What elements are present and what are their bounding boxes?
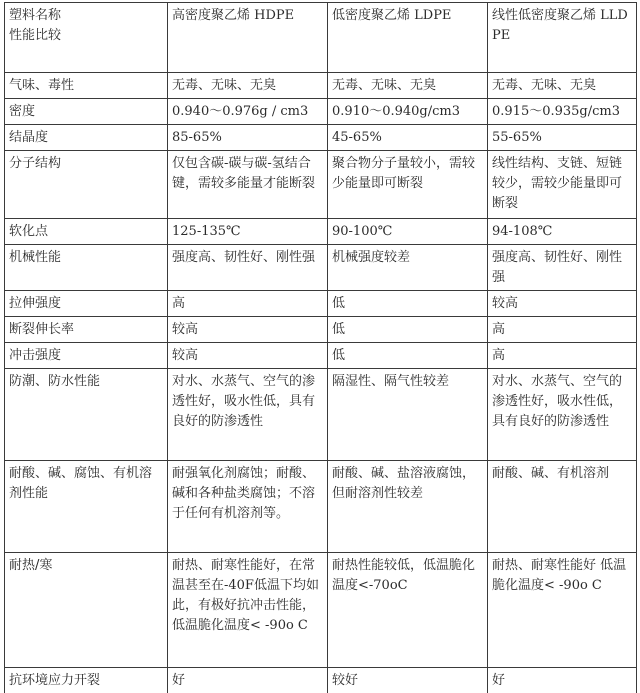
table-row (5, 343, 637, 369)
row-lldpe-value: 耐热、耐寒性能好 低温脆化温度< -90o C (488, 553, 637, 668)
row-ldpe-value: 低 (328, 291, 488, 317)
row-ldpe-value: 低 (328, 317, 488, 343)
row-property: 冲击强度 (5, 343, 168, 369)
row-property: 机械性能 (5, 245, 168, 291)
row-property: 耐酸、碱、腐蚀、有机溶剂性能 (5, 461, 168, 553)
table-row (5, 369, 637, 461)
row-hdpe-value: 高 (168, 291, 328, 317)
header-corner-line-2: 性能比较 (9, 26, 163, 46)
table-row (5, 668, 637, 693)
header-hdpe-label: 高密度聚乙烯 HDPE (172, 6, 323, 26)
row-property: 拉伸强度 (5, 291, 168, 317)
row-lldpe-value: 55-65% (488, 125, 637, 151)
table-row (5, 125, 637, 151)
row-ldpe-value: 低 (328, 343, 488, 369)
row-property: 密度 (5, 99, 168, 125)
row-hdpe-value: 强度高、韧性好、刚性强 (168, 245, 328, 291)
row-lldpe-value: 强度高、韧性好、刚性强 (488, 245, 637, 291)
row-hdpe-value: 较高 (168, 343, 328, 369)
table-row (5, 553, 637, 668)
row-lldpe-value: 线性结构、支链、短链较少，需较少能量即可断裂 (488, 151, 637, 219)
row-hdpe-value: 125-135℃ (168, 219, 328, 245)
row-property: 断裂伸长率 (5, 317, 168, 343)
row-property: 分子结构 (5, 151, 168, 219)
row-hdpe-value: 较高 (168, 317, 328, 343)
row-property: 防潮、防水性能 (5, 369, 168, 461)
row-hdpe-value: 仅包含碳-碳与碳-氢结合键，需较多能量才能断裂 (168, 151, 328, 219)
row-hdpe-value: 对水、水蒸气、空气的渗透性好，吸水性低，具有良好的防渗透性 (168, 369, 328, 461)
comparison-table (4, 2, 637, 693)
row-property: 软化点 (5, 219, 168, 245)
row-lldpe-value: 94-108℃ (488, 219, 637, 245)
table-row (5, 219, 637, 245)
table-row (5, 151, 637, 219)
row-ldpe-value: 90-100℃ (328, 219, 488, 245)
row-ldpe-value: 45-65% (328, 125, 488, 151)
row-lldpe-value: 0.915～0.935g/cm3 (488, 99, 637, 125)
row-ldpe-value: 耐热性能较低，低温脆化温度<-70oC (328, 553, 488, 668)
header-corner-line-1: 塑料名称 (9, 6, 163, 26)
row-ldpe-value: 聚合物分子量较小，需较少能量即可断裂 (328, 151, 488, 219)
header-hdpe (168, 3, 328, 73)
row-hdpe-value: 0.940～0.976g / cm3 (168, 99, 328, 125)
row-lldpe-value: 高 (488, 343, 637, 369)
header-lldpe (488, 3, 637, 73)
table-header-row (5, 3, 637, 73)
row-lldpe-value: 无毒、无味、无臭 (488, 73, 637, 99)
row-ldpe-value: 隔湿性、隔气性较差 (328, 369, 488, 461)
header-ldpe (328, 3, 488, 73)
row-ldpe-value: 较好 (328, 668, 488, 693)
row-ldpe-value: 无毒、无味、无臭 (328, 73, 488, 99)
row-property: 耐热/寒 (5, 553, 168, 668)
row-hdpe-value: 好 (168, 668, 328, 693)
table-row (5, 317, 637, 343)
row-ldpe-value: 0.910～0.940g/cm3 (328, 99, 488, 125)
row-hdpe-value: 耐强氧化剂腐蚀；耐酸、碱和各种盐类腐蚀；不溶于任何有机溶剂等。 (168, 461, 328, 553)
row-ldpe-value: 耐酸、碱、盐溶液腐蚀，但耐溶剂性较差 (328, 461, 488, 553)
header-lldpe-label: 线性低密度聚乙烯 LLDPE (492, 6, 632, 46)
header-ldpe-label: 低密度聚乙烯 LDPE (332, 6, 483, 26)
table-row (5, 245, 637, 291)
row-lldpe-value: 对水、水蒸气、空气的渗透性好，吸水性低，具有良好的防渗透性 (488, 369, 637, 461)
row-lldpe-value: 好 (488, 668, 637, 693)
table-row (5, 461, 637, 553)
row-lldpe-value: 较高 (488, 291, 637, 317)
row-property: 气味、毒性 (5, 73, 168, 99)
row-lldpe-value: 高 (488, 317, 637, 343)
table-row (5, 99, 637, 125)
table-row (5, 291, 637, 317)
table-row (5, 73, 637, 99)
row-lldpe-value: 耐酸、碱、有机溶剂 (488, 461, 637, 553)
row-ldpe-value: 机械强度较差 (328, 245, 488, 291)
row-property: 结晶度 (5, 125, 168, 151)
header-corner-cell (5, 3, 168, 73)
row-hdpe-value: 85-65% (168, 125, 328, 151)
row-hdpe-value: 无毒、无味、无臭 (168, 73, 328, 99)
row-hdpe-value: 耐热、耐寒性能好，在常温甚至在-40F低温下均如此，有极好抗冲击性能，低温脆化温度< -90o C (168, 553, 328, 668)
row-property: 抗环境应力开裂 (5, 668, 168, 693)
